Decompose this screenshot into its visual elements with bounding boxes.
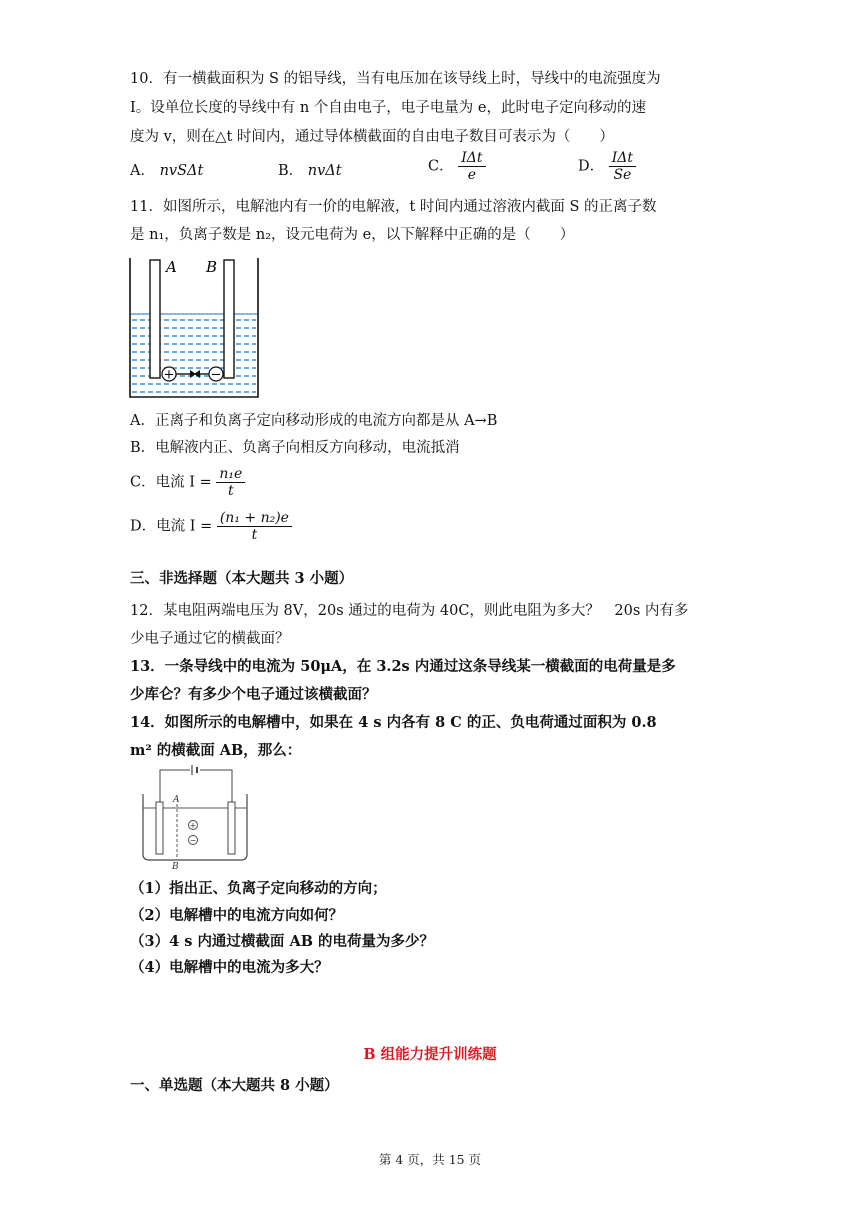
- q14-sub1: （1）指出正、负离子定向移动的方向；: [130, 880, 387, 897]
- q11-option-c-fraction: [216, 466, 245, 499]
- q10-option-b-text: nvΔt: [307, 163, 342, 179]
- q14-sub3: （3）4 s 内通过横截面 AB 的电荷量为多少？: [130, 933, 435, 950]
- q14-line1: 14．如图所示的电解槽中，如果在 4 s 内各有 8 C 的正、负电荷通过面积为 0.8: [130, 714, 657, 731]
- q14-sub2: （2）电解槽中的电流方向如何？: [130, 907, 344, 924]
- q10-option-d-numerator: IΔt: [609, 150, 636, 167]
- q10-option-c-numerator: IΔt: [458, 150, 485, 167]
- q10-option-a: [130, 160, 203, 182]
- q10-option-c-fraction: [458, 150, 485, 183]
- q11-option-c-label: C．电流 I =: [130, 474, 212, 491]
- q10-option-d-fraction: [609, 150, 636, 183]
- q11-arrow-right-icon: [176, 370, 196, 378]
- q11-line1: 11．如图所示，电解池内有一价的电解液，t 时间内通过溶液内截面 S 的正离子数: [130, 199, 657, 215]
- q11-electrolysis-figure: [128, 254, 260, 400]
- q14-wire-right: [200, 770, 232, 802]
- q10-option-b: [278, 160, 342, 182]
- q11-option-d-numerator: (n₁ + n₂)e: [217, 510, 292, 527]
- q12-line1: 12．某电阻两端电压为 8V，20s 通过的电荷为 40C，则此电阻为多大？ 20s 内有多: [130, 603, 689, 619]
- q11-electrode-a: [150, 260, 160, 378]
- q11-arrow-left-icon: [194, 370, 209, 378]
- q11-option-c-denominator: t: [227, 483, 234, 499]
- q10-line1: 10．有一横截面积为 S 的铝导线，当有电压加在该导线上时，导线中的电流强度为: [130, 71, 661, 87]
- q14-electrolysis-figure: [140, 764, 250, 870]
- q11-label-a: A: [166, 258, 177, 276]
- q14-sub4: （4）电解槽中的电流为多大？: [130, 959, 329, 976]
- q14-electrode-left: [156, 802, 163, 854]
- q14-electrode-right: [228, 802, 235, 854]
- q11-option-d-fraction: [217, 510, 292, 543]
- section-b-heading: B 组能力提升训练题: [363, 1046, 497, 1063]
- q11-option-c-numerator: n₁e: [216, 466, 245, 483]
- q10-option-b-label: B．: [278, 163, 304, 179]
- q13-line1: 13．一条导线中的电流为 50μA，在 3.2s 内通过这条导线某一横截面的电荷量是多: [130, 658, 676, 675]
- q11-option-d-denominator: t: [251, 527, 258, 543]
- q14-positive-sign: +: [189, 821, 197, 830]
- q10-option-a-label: A．: [130, 163, 155, 179]
- q12-line2: 少电子通过它的横截面？: [130, 631, 290, 647]
- q10-option-c-denominator: e: [467, 167, 476, 183]
- q14-line2: m² 的横截面 AB，那么：: [130, 742, 302, 759]
- q11-label-b: B: [206, 258, 218, 276]
- q11-positive-sign: +: [163, 367, 175, 383]
- q10-line3: 度为 v，则在△t 时间内，通过导体横截面的自由电子数目可表示为（ ）: [130, 129, 614, 145]
- q13-line2: 少库仑？有多少个电子通过该横截面？: [130, 686, 377, 703]
- q11-option-c: [130, 466, 245, 499]
- q11-electrode-b: [224, 260, 234, 378]
- q10-option-a-text: nvSΔt: [159, 163, 204, 179]
- q14-label-b: B: [172, 862, 179, 870]
- section-b-subheading: 一、单选题（本大题共 8 小题）: [130, 1077, 339, 1094]
- page-footer: 第 4 页，共 15 页: [378, 1152, 482, 1167]
- q10-line2: I。设单位长度的导线中有 n 个自由电子，电子电量为 e，此时电子定向移动的速: [130, 100, 646, 116]
- q11-option-d-label: D．电流 I =: [130, 518, 213, 535]
- section-3-heading: 三、非选择题（本大题共 3 小题）: [130, 570, 354, 587]
- q10-option-d: [578, 150, 636, 183]
- q10-option-c: [428, 150, 486, 183]
- q11-option-b: B．电解液内正、负离子向相反方向移动，电流抵消: [130, 440, 460, 456]
- q11-option-d: [130, 510, 292, 543]
- q11-line2: 是 n₁，负离子数是 n₂，设元电荷为 e，以下解释中正确的是（ ）: [130, 227, 575, 243]
- q11-negative-sign: −: [210, 367, 222, 383]
- q14-battery-icon: [192, 765, 197, 775]
- q10-option-d-label: D．: [578, 158, 605, 175]
- q14-negative-sign: −: [189, 836, 197, 845]
- q10-option-c-label: C．: [428, 158, 454, 175]
- q11-option-a: A．正离子和负离子定向移动形成的电流方向都是从 A→B: [130, 413, 498, 429]
- q10-option-d-denominator: Se: [613, 167, 632, 183]
- q14-label-a: A: [173, 795, 180, 805]
